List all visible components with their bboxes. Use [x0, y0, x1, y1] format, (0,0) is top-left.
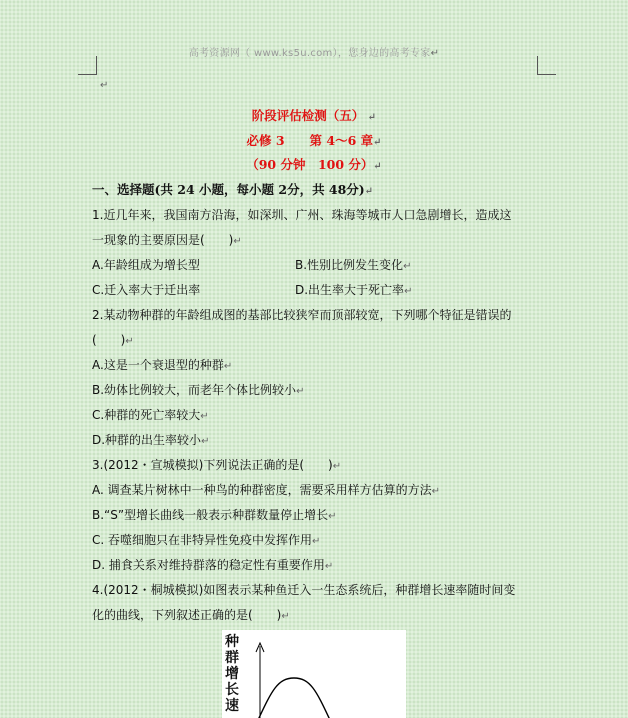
q4-stem-line1: 4.(2012・桐城模拟)如图表示某种鱼迁入一生态系统后，种群增长速率随时间变 — [92, 583, 516, 597]
q3-option-a: A. 调查某片树林中一种鸟的种群密度，需要采用样方估算的方法↵ — [92, 483, 441, 497]
growth-curve-plot — [222, 630, 406, 718]
q2-option-b: B.幼体比例较大，而老年个体比例较小↵ — [92, 383, 305, 397]
growth-rate-figure — [222, 630, 406, 718]
paragraph-mark-icon: ↵ — [430, 48, 440, 59]
growth-rate-curve — [258, 678, 330, 718]
q1-option-a: A.年龄组成为增长型 — [92, 258, 200, 272]
paragraph-mark-icon: ↵ — [100, 80, 109, 91]
q2-stem-line2: ( )↵ — [92, 333, 134, 347]
section-heading: 一、选择题(共 24 小题，每小题 2分，共 48分)↵ — [92, 182, 374, 197]
q2-option-d: D.种群的出生率较小↵ — [92, 433, 210, 447]
doc-title: 阶段评估检测（五） ↵ — [251, 108, 377, 123]
q1-option-d: D.出生率大于死亡率↵ — [295, 283, 413, 297]
q1-stem-line1: 1.近几年来，我国南方沿海，如深圳、广州、珠海等城市人口急剧增长，造成这 — [92, 208, 512, 222]
header-site-text: 高考资源网（ www.ks5u.com），您身边的高考专家 — [188, 48, 431, 59]
q1-option-c: C.迁入率大于迁出率 — [92, 283, 201, 297]
q2-option-c: C.种群的死亡率较大↵ — [92, 408, 209, 422]
q1-option-b: B.性别比例发生变化↵ — [295, 258, 412, 272]
margin-corner-left — [78, 56, 97, 75]
q2-stem-line1: 2.某动物种群的年龄组成图的基部比较狭窄而顶部较宽，下列哪个特征是错误的 — [92, 308, 512, 322]
margin-corner-right — [537, 56, 556, 75]
q1-stem-line2: 一现象的主要原因是( )↵ — [92, 233, 242, 247]
q3-option-d: D. 捕食关系对维持群落的稳定性有重要作用↵ — [92, 558, 334, 572]
q3-stem: 3.(2012・宣城模拟)下列说法正确的是( )↵ — [92, 458, 342, 472]
q4-stem-line2: 化的曲线，下列叙述正确的是( )↵ — [92, 608, 290, 622]
doc-time-score: （90 分钟 100 分）↵ — [246, 157, 382, 172]
q3-option-c: C. 吞噬细胞只在非特异性免疫中发挥作用↵ — [92, 533, 321, 547]
figure-y-axis-label: 种群增长速 — [225, 634, 239, 714]
doc-subtitle: 必修 3 第 4～6 章↵ — [246, 133, 382, 148]
q3-option-b: B.“S”型增长曲线一般表示种群数量停止增长↵ — [92, 508, 337, 522]
q2-option-a: A.这是一个衰退型的种群↵ — [92, 358, 233, 372]
